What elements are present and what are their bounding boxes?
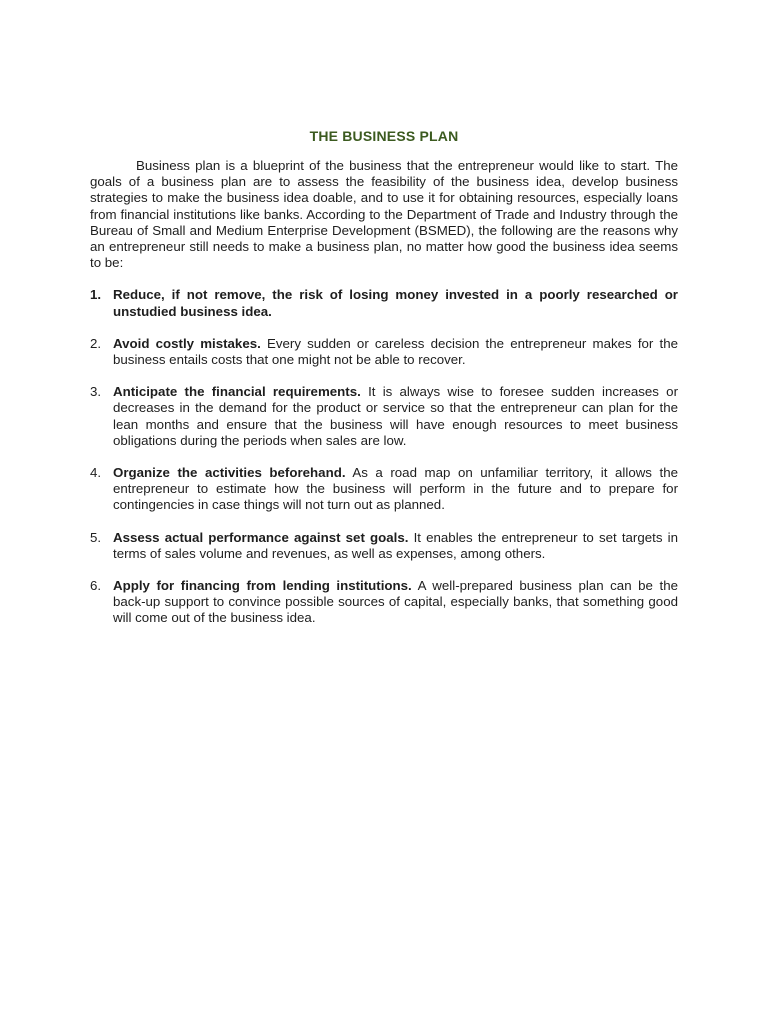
- reason-lead: Avoid costly mistakes.: [113, 335, 261, 351]
- reason-number: 5.: [90, 529, 102, 545]
- document-title: THE BUSINESS PLAN: [309, 128, 459, 144]
- reason-text: It enables the entrepreneur to set targets in terms of sales volume and revenues, as well as expenses, among others.: [113, 529, 678, 561]
- reason-item-3: [90, 384, 678, 449]
- document-page: [90, 128, 678, 643]
- reason-lead: Anticipate the financial requirements.: [113, 384, 361, 400]
- reason-text: As a road map on unfamiliar territory, it allows the entrepreneur to estimate how the business will perform in the future and to prepare for contingencies in case things will not turn out as planned.: [113, 465, 678, 513]
- reason-number: 6.: [90, 578, 102, 594]
- reason-lead: Assess actual performance against set goals.: [113, 529, 409, 545]
- reason-number: 1.: [90, 287, 102, 303]
- reason-text: It is always wise to foresee sudden increases or decreases in the demand for the product or service so that the entrepreneur can plan for the lean months and ensure that the business will have enough resources to meet business obligations during the periods when sales are low.: [113, 384, 679, 448]
- reason-number: 3.: [90, 384, 102, 400]
- reason-item-6: [90, 578, 678, 627]
- reason-lead: Organize the activities beforehand.: [113, 465, 346, 481]
- reason-text: Every sudden or careless decision the entrepreneur makes for the business entails costs that one might not be able to recover.: [113, 335, 678, 368]
- reason-item-5: [90, 530, 678, 562]
- reason-lead: Apply for financing from lending institutions.: [113, 578, 412, 594]
- intro-paragraph: Business plan is a blueprint of the business that the entrepreneur would like to start. The goals of a business plan are to assess the feasibility of the business idea, develop business strategies to make the business idea doable, and to use it for obtaining resources, especially loans from financial institutions like banks. According to the Department of Trade and Industry through the Bureau of Small and Medium Enterprise Development (BSMED), the following are the reasons why an entrepreneur still needs to make a business plan, no matter how good the business idea seems to be:: [90, 158, 678, 271]
- reason-text: Reduce, if not remove, the risk of losing money invested in a poorly researched or unstudied business idea.: [113, 287, 678, 319]
- reason-number: 4.: [90, 465, 102, 481]
- reason-item-4: [90, 465, 678, 514]
- reason-item-2: [90, 336, 678, 368]
- reason-item-1: [90, 287, 678, 319]
- reason-number: 2.: [90, 335, 102, 351]
- reason-text: A well-prepared business plan can be the back-up support to convince possible sources of capital, especially banks, that something good will come out of the business idea.: [113, 578, 679, 626]
- reasons-list: [90, 287, 678, 626]
